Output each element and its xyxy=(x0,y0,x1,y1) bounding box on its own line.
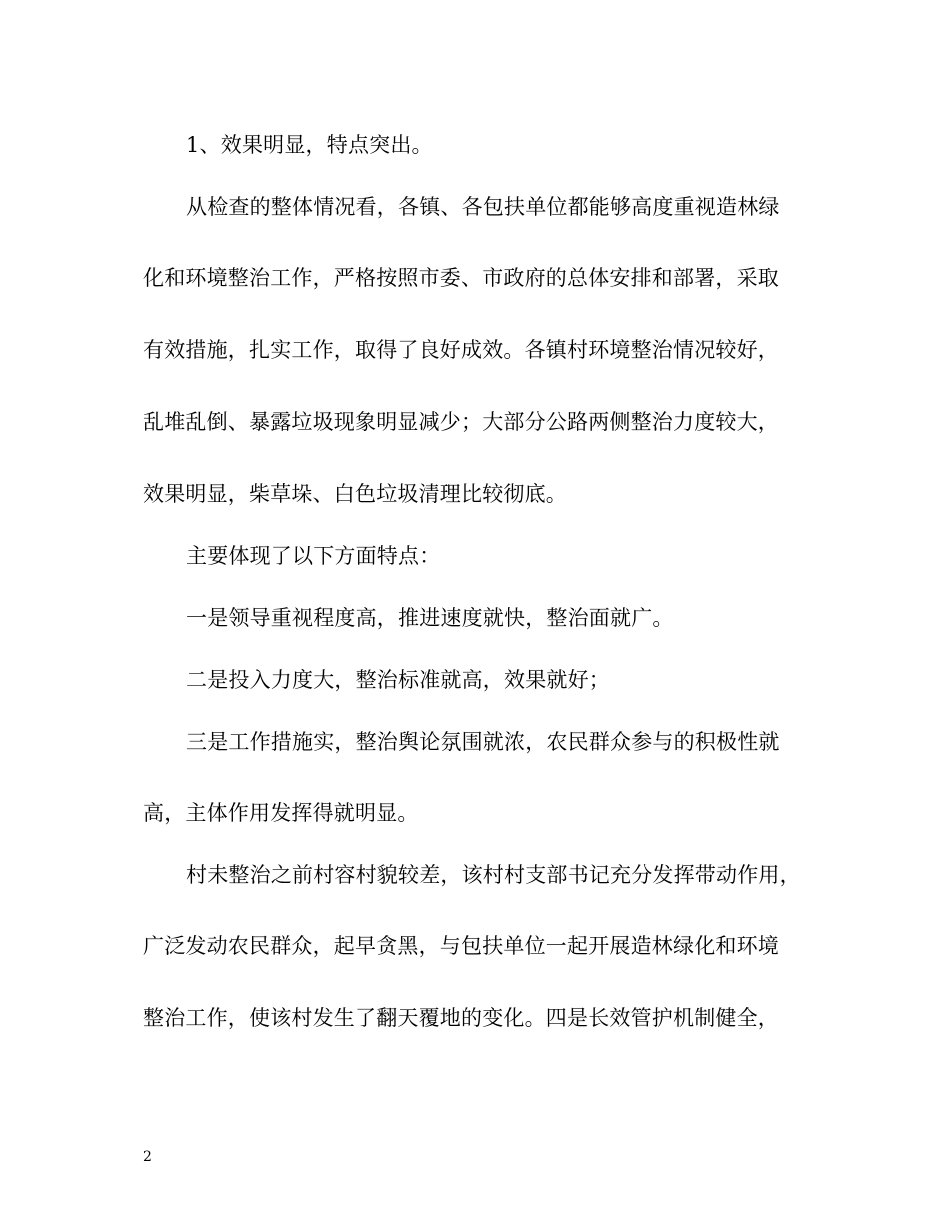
paragraph-line: 乱堆乱倒、暴露垃圾现象明显减少；大部分公路两侧整治力度较大， xyxy=(143,410,779,434)
paragraph-line: 效果明显，柴草垛、白色垃圾清理比较彻底。 xyxy=(143,482,567,506)
paragraph-line: 村未整治之前村容村貌较差，该村村支部书记充分发挥带动作用， xyxy=(186,863,801,887)
paragraph-line: 化和环境整治工作，严格按照市委、市政府的总体安排和部署，采取 xyxy=(143,266,779,290)
paragraph-line: 整治工作，使该村发生了翻天覆地的变化。四是长效管护机制健全， xyxy=(143,1006,779,1030)
paragraph-line: 主要体现了以下方面特点： xyxy=(186,544,441,568)
paragraph-line: 三是工作措施实，整治舆论氛围就浓，农民群众参与的积极性就 xyxy=(186,730,780,754)
page-number: 2 xyxy=(143,1149,152,1165)
paragraph-line: 广泛发动农民群众，起早贪黑，与包扶单位一起开展造林绿化和环境 xyxy=(143,934,779,958)
paragraph-line: 有效措施，扎实工作，取得了良好成效。各镇村环境整治情况较好， xyxy=(143,338,779,362)
paragraph-line: 二是投入力度大，整治标准就高，效果就好； xyxy=(186,668,610,692)
section-heading: 1、效果明显，特点突出。 xyxy=(186,133,433,157)
paragraph-line: 高，主体作用发挥得就明显。 xyxy=(143,801,419,825)
paragraph-line: 从检查的整体情况看，各镇、各包扶单位都能够高度重视造林绿 xyxy=(186,195,780,219)
paragraph-line: 一是领导重视程度高，推进速度就快，整治面就广。 xyxy=(186,606,674,630)
